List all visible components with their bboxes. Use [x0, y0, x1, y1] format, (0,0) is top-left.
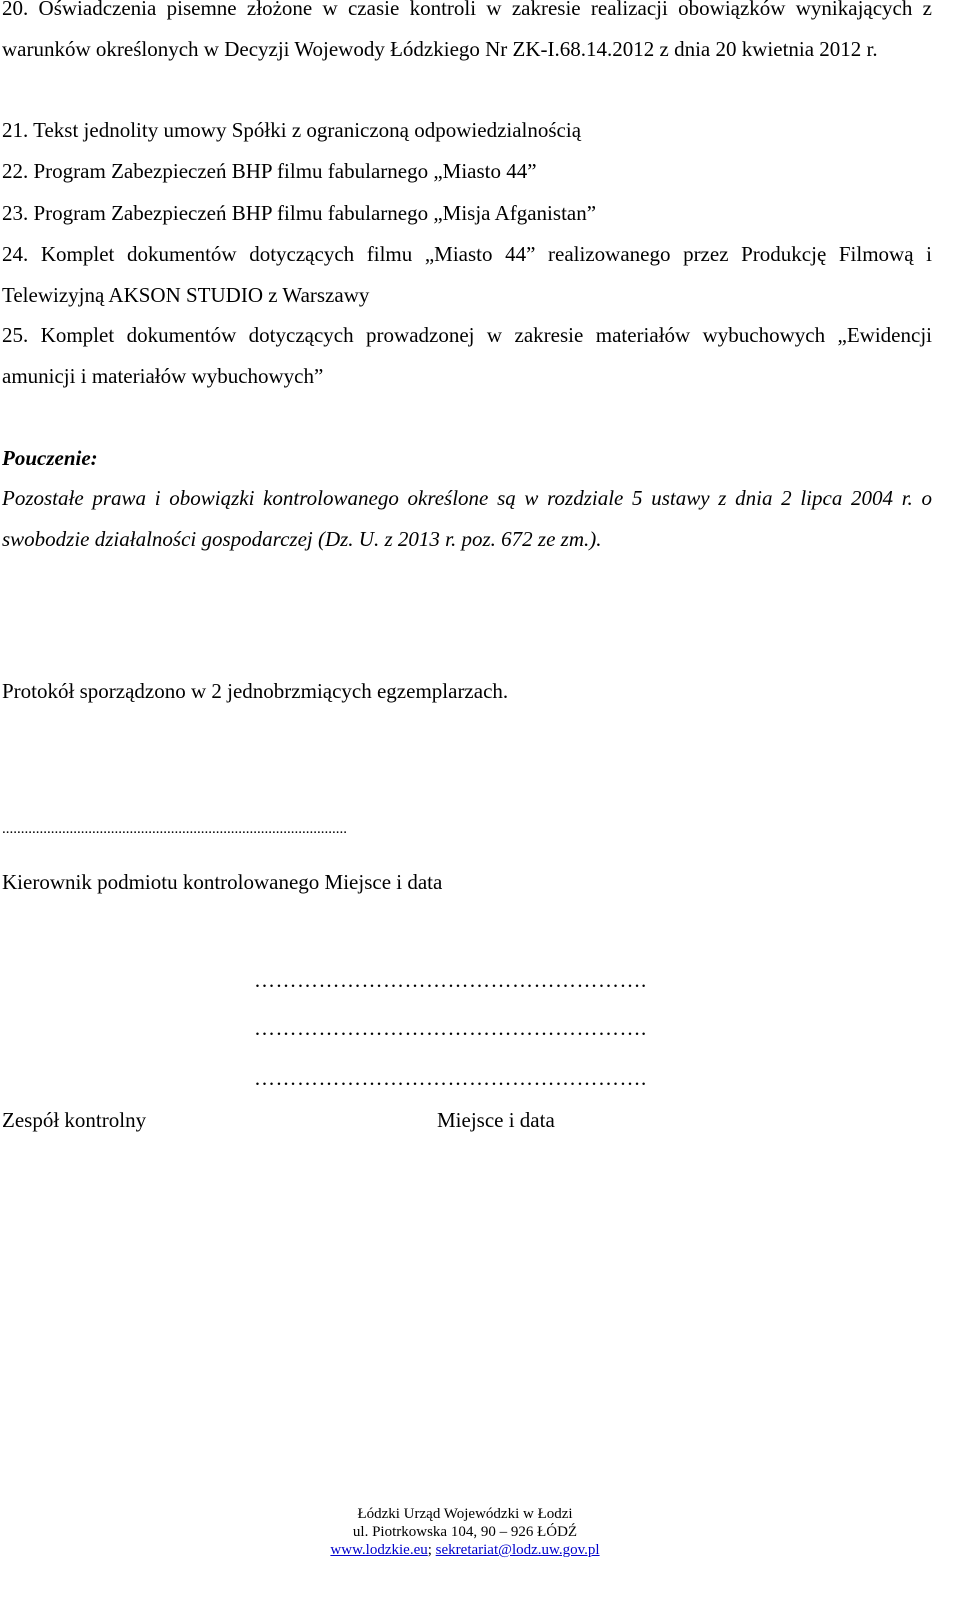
footer-links: [0, 1541, 930, 1559]
protocol-note: Protokół sporządzono w 2 jednobrzmiących egzemplarzach.: [2, 679, 509, 703]
signature-dotted-line: ............................................................................................: [2, 821, 347, 837]
team-label: Zespół kontrolny: [2, 1108, 147, 1132]
instruction-heading: Pouczenie:: [2, 446, 98, 470]
footer: [0, 1505, 930, 1559]
list-item-20: 20. Oświadczenia pisemne złożone w czasie kontroli w zakresie realizacji obowiązków wynikających z warunków określonych w Decyzji Wojewody Łódzkiego Nr ZK-I.68.14.2012 z dnia 20 kwietnia 2012 r.: [2, 0, 932, 61]
footer-separator: ;: [427, 1542, 432, 1558]
website-link[interactable]: www.lodzkie.eu: [330, 1542, 428, 1558]
list-item-25: 25. Komplet dokumentów dotyczących prowadzonej w zakresie materiałów wybuchowych „Ewidencji amunicji i materiałów wybuchowych”: [2, 323, 932, 388]
team-signature-line-3: ……………………………………………….: [254, 1066, 647, 1090]
footer-office: Łódzki Urząd Wojewódzki w Łodzi: [357, 1506, 573, 1522]
list-item-24: 24. Komplet dokumentów dotyczących filmu „Miasto 44” realizowanego przez Produkcję Filmową i Telewizyjną AKSON STUDIO z Warszawy: [2, 242, 932, 307]
list-item-21: 21. Tekst jednolity umowy Spółki z ograniczoną odpowiedzialnością: [2, 118, 582, 142]
list-item-22: 22. Program Zabezpieczeń BHP filmu fabularnego „Miasto 44”: [2, 159, 537, 183]
instruction-text: Pozostałe prawa i obowiązki kontrolowanego określone są w rozdziale 5 ustawy z dnia 2 lipca 2004 r. o swobodzie działalności gospodarczej (Dz. U. z 2013 r. poz. 672 ze zm.).: [2, 486, 932, 551]
place-date-label: Miejsce i data: [437, 1108, 555, 1132]
footer-address: ul. Piotrkowska 104, 90 – 926 ŁÓDŹ: [352, 1524, 578, 1540]
list-item-23: 23. Program Zabezpieczeń BHP filmu fabularnego „Misja Afganistan”: [2, 201, 597, 225]
team-signature-line-2: ……………………………………………….: [254, 1016, 647, 1040]
signature-label: Kierownik podmiotu kontrolowanego Miejsce i data: [2, 870, 443, 894]
email-link[interactable]: sekretariat@lodz.uw.gov.pl: [435, 1542, 600, 1558]
team-signature-line-1: ……………………………………………….: [254, 968, 647, 992]
